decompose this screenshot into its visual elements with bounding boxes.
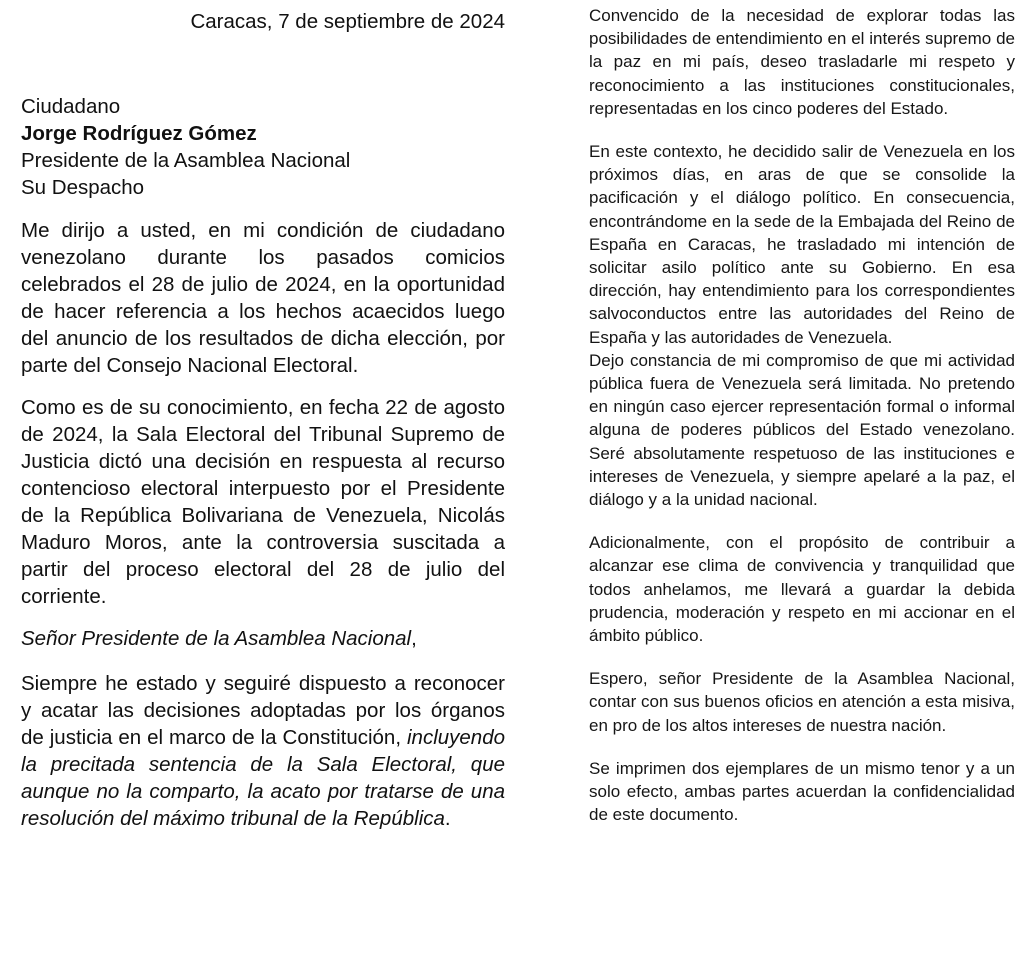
paragraph-acknowledgement-italic: incluyendo la precitada sentencia de la Sala Electoral, que aunque no la comparto, la acato por tratarse de una resolución del máximo tribunal de la República	[21, 726, 505, 830]
paragraph-confidentiality: Se imprimen dos ejemplares de un mismo tenor y a un solo efecto, ambas partes acuerdan la confidencialidad de este documento.	[589, 758, 1015, 825]
recipient-block	[21, 93, 505, 201]
salutation-line	[21, 625, 505, 652]
paragraph-peace-respect: Convencido de la necesidad de explorar todas las posibilidades de entendimiento en el interés supremo de la paz en mi país, deseo trasladarle mi respeto y reconocimiento a las instituciones constitucionales, representadas en los cinco poderes del Estado.	[589, 6, 1015, 118]
recipient-position: Presidente de la Asamblea Nacional	[21, 149, 351, 172]
salutation-italic: Señor Presidente de la Asamblea Nacional	[21, 627, 412, 650]
paragraph-prudence: Adicionalmente, con el propósito de contribuir a alcanzar ese clima de convivencia y tranquilidad que todos anhelamos, me llevará a guardar la debida prudencia, moderación y respeto en mi accionar en el ámbito público.	[589, 533, 1015, 646]
paragraph-tsj-decision: Como es de su conocimiento, en fecha 22 de agosto de 2024, la Sala Electoral del Tribunal Supremo de Justicia dictó una decisión en respuesta al recurso contencioso electoral interpuesto por el Presidente de la República Bolivariana de Venezuela, Nicolás Maduro Moros, ante la controversia suscitada a partir del proceso electoral del 28 de julio del corriente.	[21, 396, 505, 608]
paragraph-acknowledgement-normal: Siempre he estado y seguiré dispuesto a reconocer y acatar las decisiones adoptadas por los órganos de justicia en el marco de la Constitución,	[21, 672, 505, 749]
recipient-salutation-title: Ciudadano	[21, 95, 121, 118]
recipient-office: Su Despacho	[21, 176, 145, 199]
paragraph-good-offices: Espero, señor Presidente de la Asamblea Nacional, contar con sus buenos oficios en atención a esta misiva, en pro de los altos intereses de nuestra nación.	[589, 669, 1015, 735]
paragraph-acknowledgement	[21, 670, 505, 832]
salutation-comma: ,	[411, 627, 417, 650]
right-column	[589, 4, 1015, 847]
paragraph-asylum: En este contexto, he decidido salir de Venezuela en los próximos días, en aras de que se consolide la pacificación y el diálogo político. En consecuencia, encontrándome en la sede de la Embajada del Reino de España en Caracas, he trasladado mi intención de solicitar asilo político ante su Gobierno. En esa dirección, hay entendimiento para los correspondientes salvoconductos entre las autoridades del Reino de España y las autoridades de Venezuela.	[589, 142, 1015, 347]
left-column	[21, 8, 505, 847]
letter-date: Caracas, 7 de septiembre de 2024	[190, 10, 505, 33]
paragraph-intro: Me dirijo a usted, en mi condición de ciudadano venezolano durante los pasados comicios celebrados el 28 de julio de 2024, en la oportunidad de hacer referencia a los hechos acaecidos luego del anuncio de los resultados de dicha elección, por parte del Consejo Nacional Electoral.	[21, 219, 505, 377]
paragraph-commitment: Dejo constancia de mi compromiso de que mi actividad pública fuera de Venezuela será limitada. No pretendo en ningún caso ejercer representación formal o informal alguna de poderes públicos del Estado venezolano. Seré absolutamente respetuoso de las instituciones e intereses de Venezuela, y siempre apelaré a la paz, el diálogo y a la unidad nacional.	[589, 350, 1015, 510]
paragraph-acknowledgement-end: .	[444, 807, 451, 830]
recipient-name: Jorge Rodríguez Gómez	[21, 122, 257, 145]
